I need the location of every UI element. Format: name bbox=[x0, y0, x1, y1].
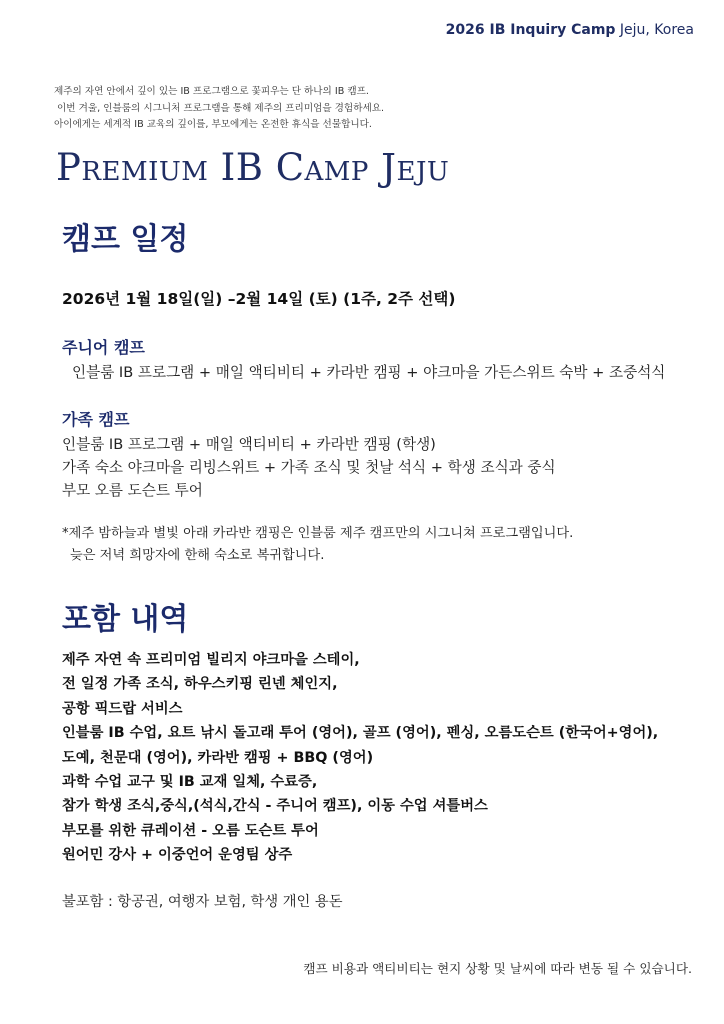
junior-camp-title: 주니어 캠프 bbox=[62, 338, 145, 357]
family-camp-line: 부모 오름 도슨트 투어 bbox=[62, 482, 203, 499]
included-item: 부모를 위한 큐레이션 - 오름 도슨트 투어 bbox=[62, 822, 319, 839]
intro-line: 제주의 자연 안에서 깊이 있는 IB 프로그램으로 꽃피우는 단 하나의 IB 캠프. bbox=[54, 86, 369, 97]
included-item: 인블룸 IB 수업, 요트 낚시 돌고래 투어 (영어), 골프 (영어), 펜싱, 오름도슨트 (한국어+영어), bbox=[62, 725, 659, 742]
schedule-note: 늦은 저녁 희망자에 한해 숙소로 복귀합니다. bbox=[70, 548, 325, 563]
intro-line: 이번 겨울, 인블룸의 시그니처 프로그램을 통해 제주의 프리미엄을 경험하세요. bbox=[57, 102, 385, 114]
footer-disclaimer: 캠프 비용과 액티비티는 현지 상황 및 날씨에 따라 변동 될 수 있습니다. bbox=[303, 961, 692, 976]
junior-camp-desc: 인블룸 IB 프로그램 + 매일 액티비티 + 카라반 캠핑 + 야크마을 가든스위트 숙박 + 조중석식 bbox=[72, 364, 666, 381]
family-camp-line: 가족 숙소 야크마을 리빙스위트 + 가족 조식 및 첫날 석식 + 학생 조식과 중식 bbox=[62, 459, 556, 476]
included-item: 제주 자연 속 프리미엄 빌리지 야크마을 스테이, bbox=[62, 652, 360, 668]
page-headline: Premium IB Camp Jeju bbox=[56, 146, 450, 189]
included-heading: 포함 내역 bbox=[62, 602, 189, 637]
intro-text bbox=[54, 84, 674, 134]
included-item: 참가 학생 조식,중식,(석식,간식 - 주니어 캠프), 이동 수업 셔틀버스 bbox=[62, 798, 488, 815]
brand-title bbox=[446, 22, 694, 38]
intro-line: 아이에게는 세계적 IB 교육의 깊이를, 부모에게는 온전한 휴식을 선물합니다. bbox=[54, 119, 372, 130]
included-item: 전 일정 가족 조식, 하우스키핑 린넨 체인지, bbox=[62, 676, 338, 693]
schedule-note: *제주 밤하늘과 별빛 아래 카라반 캠핑은 인블룸 제주 캠프만의 시그니쳐 프로그램입니다. bbox=[62, 526, 574, 541]
included-list bbox=[62, 648, 658, 868]
family-camp-line: 인블룸 IB 프로그램 + 매일 액티비티 + 카라반 캠핑 (학생) bbox=[62, 436, 436, 453]
excluded-text: 불포함 : 항공권, 여행자 보험, 학생 개인 용돈 bbox=[62, 894, 343, 910]
included-item: 공항 픽드랍 서비스 bbox=[62, 700, 183, 717]
brand-title-rest: Jeju, Korea bbox=[615, 22, 694, 38]
included-item: 원어민 강사 + 이중언어 운영팀 상주 bbox=[62, 847, 293, 864]
brand-title-bold: 2026 IB Inquiry Camp bbox=[445, 22, 616, 38]
included-item: 과학 수업 교구 및 IB 교재 일체, 수료증, bbox=[62, 774, 318, 791]
schedule-heading: 캠프 일정 bbox=[62, 222, 189, 257]
camp-dates: 2026년 1월 18일(일) –2월 14일 (토) (1주, 2주 선택) bbox=[62, 290, 456, 308]
family-camp-title: 가족 캠프 bbox=[62, 410, 130, 429]
included-item: 도예, 천문대 (영어), 카라반 캠핑 + BBQ (영어) bbox=[62, 749, 374, 766]
